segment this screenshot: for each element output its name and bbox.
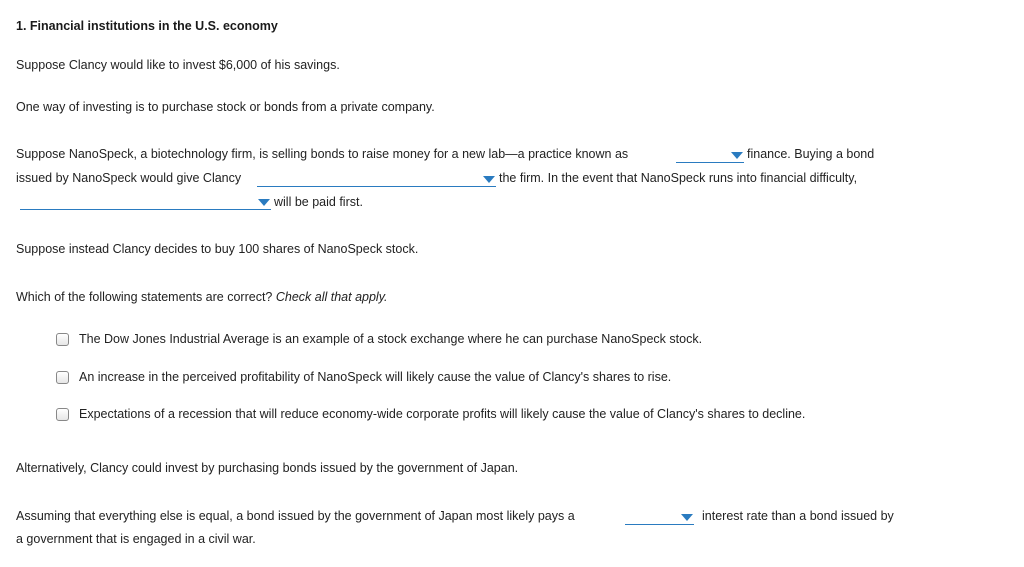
japan-bond-text: Alternatively, Clancy could invest by purchasing bonds issued by the government of Japan. [16, 461, 519, 475]
which-prompt [16, 290, 388, 304]
option-checkbox-1[interactable] [56, 333, 69, 346]
finance-type-dropdown[interactable] [676, 148, 744, 163]
which-hint: Check all that apply. [275, 290, 388, 304]
investing-way-text: One way of investing is to purchase stock or bonds from a private company. [16, 100, 435, 114]
paid-first-dropdown[interactable] [20, 195, 271, 210]
chevron-down-icon [731, 152, 743, 159]
interest-rate-dropdown[interactable] [625, 510, 694, 525]
chevron-down-icon [681, 514, 693, 521]
option-checkbox-2[interactable] [56, 371, 69, 384]
stock-text: Suppose instead Clancy decides to buy 100 shares of NanoSpeck stock. [16, 242, 419, 256]
intro-text: Suppose Clancy would like to invest $6,000 of his savings. [16, 58, 340, 72]
assume-line1a: Assuming that everything else is equal, a bond issued by the government of Japan most likely pays a [16, 509, 575, 523]
bond-paragraph-line2b: the firm. In the event that NanoSpeck runs into financial difficulty, [499, 171, 858, 185]
bond-paragraph-line1a: Suppose NanoSpeck, a biotechnology firm, is selling bonds to raise money for a new lab—a practice known as [16, 147, 629, 161]
chevron-down-icon [258, 199, 270, 206]
option-label-1[interactable]: The Dow Jones Industrial Average is an example of a stock exchange where he can purchase NanoSpeck stock. [79, 332, 703, 346]
option-label-3[interactable]: Expectations of a recession that will reduce economy-wide corporate profits will likely cause the value of Clancy's shares to decline. [79, 407, 806, 421]
which-text: Which of the following statements are correct? [16, 290, 273, 304]
bond-ownership-dropdown[interactable] [257, 172, 496, 187]
bond-paragraph-line3: will be paid first. [274, 195, 363, 209]
bond-paragraph-line1b: finance. Buying a bond [747, 147, 875, 161]
question-title: 1. Financial institutions in the U.S. economy [16, 19, 278, 33]
assume-line2: a government that is engaged in a civil war. [16, 532, 256, 546]
assume-line1b: interest rate than a bond issued by [702, 509, 894, 523]
option-checkbox-3[interactable] [56, 408, 69, 421]
bond-paragraph-line2a: issued by NanoSpeck would give Clancy [16, 171, 242, 185]
option-label-2[interactable]: An increase in the perceived profitability of NanoSpeck will likely cause the value of Clancy's shares to rise. [79, 370, 672, 384]
chevron-down-icon [483, 176, 495, 183]
